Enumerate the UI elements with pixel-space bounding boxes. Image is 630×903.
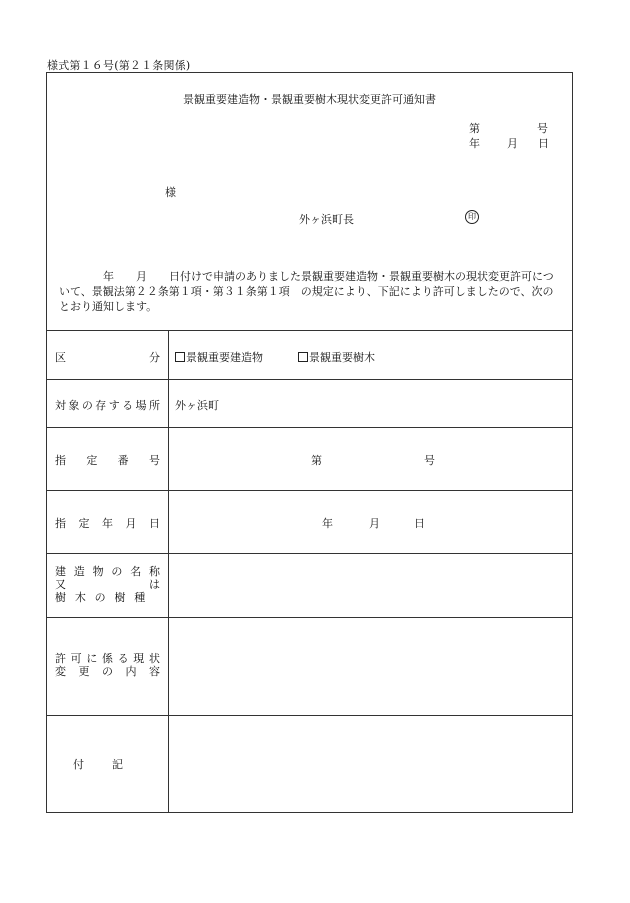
- checkbox-icon[interactable]: [298, 352, 308, 362]
- number-suffix: 号: [537, 122, 548, 135]
- change-label-line-1-char: 現: [133, 652, 145, 665]
- name-label: [55, 565, 160, 604]
- change-label-line-1-char: 許: [55, 652, 66, 665]
- location-label-char: の: [81, 399, 93, 412]
- notes-label-cell: [47, 716, 169, 812]
- number-prefix: 第: [469, 122, 480, 135]
- change-label-line-2-char: 変: [55, 665, 66, 678]
- change-label: [55, 652, 160, 678]
- designation-number-prefix: 第: [311, 454, 322, 467]
- notice-body: [59, 269, 567, 314]
- name-label-line-3-char: の: [94, 591, 106, 604]
- change-label-line-2: [55, 665, 160, 678]
- date-year: 年: [469, 137, 480, 150]
- change-label-line-2-char: の: [102, 665, 113, 678]
- row-change-content: [47, 617, 572, 715]
- document-title: 景観重要建造物・景観重要樹木現状変更許可通知書: [183, 93, 436, 106]
- name-label-line-1: [55, 565, 160, 578]
- name-label-line-1-char: 造: [73, 565, 85, 578]
- row-category: [47, 330, 572, 379]
- category-option-tree[interactable]: 景観重要樹木: [298, 349, 375, 365]
- location-label-char: 象: [68, 399, 80, 412]
- form-number-label: 様式第１６号(第２１条関係): [47, 59, 191, 72]
- designation-date-month: 月: [369, 517, 380, 530]
- change-label-cell: [47, 618, 169, 715]
- checkbox-icon[interactable]: [175, 352, 185, 362]
- designation-date-label: [55, 515, 160, 531]
- location-value: 外ヶ浜町: [175, 399, 219, 412]
- change-label-line-1-char: に: [86, 652, 98, 665]
- change-label-line-2-char: 更: [78, 665, 90, 678]
- location-value-cell: [168, 380, 572, 427]
- location-label: [55, 397, 160, 413]
- name-label-line-3-char: 樹: [55, 591, 66, 604]
- name-label-line-1-char: 建: [55, 565, 66, 578]
- addressee-honorific: 様: [165, 186, 176, 199]
- designation-number-label-char: 定: [86, 454, 98, 467]
- designation-date-label-char: 月: [125, 517, 137, 530]
- name-label-line-2: 又 は: [55, 578, 160, 591]
- designation-number-label-char: 指: [55, 454, 66, 467]
- designation-number-label-cell: [47, 428, 169, 490]
- designation-date-label-cell: [47, 491, 169, 553]
- change-label-line-1-char: 係: [101, 652, 113, 665]
- location-label-char: 場: [135, 399, 147, 412]
- designation-date-label-char: 日: [149, 517, 160, 530]
- location-label-char: 存: [95, 399, 107, 412]
- designation-date-label-char: 年: [102, 517, 113, 530]
- designation-date-year: 年: [322, 517, 333, 530]
- change-label-line-2-char: 容: [149, 665, 160, 678]
- body-line-1: 年 月 日付けで申請のありました景観重要建造物・景観重要樹木の現状変更許可につ: [59, 270, 554, 283]
- designation-date-day: 日: [414, 517, 425, 530]
- notes-label: 付 記: [73, 758, 123, 771]
- name-label-line-1-char: 称: [148, 565, 160, 578]
- change-value-cell: [168, 618, 572, 715]
- designation-number-label: [55, 452, 160, 468]
- location-label-char: す: [108, 399, 120, 412]
- body-line-2: いて、景観法第２２条第１項・第３１条第１項 の規定により、下記により許可しましたので、次の: [59, 285, 554, 298]
- location-label-char: 所: [148, 399, 160, 412]
- date-month: 月: [507, 137, 518, 150]
- name-label-line-3-char: 木: [74, 591, 86, 604]
- change-label-line-1-char: る: [117, 652, 129, 665]
- row-location: [47, 379, 572, 427]
- row-designation-date: [47, 490, 572, 553]
- category-label: 区 分: [55, 351, 160, 364]
- row-notes: [47, 715, 572, 812]
- change-label-line-1-char: 可: [70, 652, 82, 665]
- location-label-char: 対: [55, 399, 66, 412]
- category-value-cell: [168, 331, 572, 379]
- row-name: [47, 553, 572, 617]
- name-label-line-3: [55, 591, 145, 604]
- change-label-line-1: [55, 652, 160, 665]
- category-label-cell: [47, 331, 169, 379]
- category-option-building[interactable]: 景観重要建造物: [175, 349, 263, 365]
- name-label-line-3-char: 種: [134, 591, 146, 604]
- designation-number-label-char: 番: [117, 454, 129, 467]
- notice-form: [46, 72, 573, 813]
- issuer-name: 外ヶ浜町長: [299, 213, 354, 226]
- designation-date-label-char: 定: [78, 517, 90, 530]
- designation-number-label-char: 号: [148, 454, 160, 467]
- date-day: 日: [538, 137, 549, 150]
- name-label-line-1-char: の: [111, 565, 123, 578]
- designation-number-value-cell: [168, 428, 572, 490]
- location-label-char: る: [122, 399, 134, 412]
- name-label-line-1-char: 物: [92, 565, 104, 578]
- change-label-line-2-char: 内: [125, 665, 137, 678]
- body-line-3: とおり通知します。: [59, 300, 158, 313]
- location-label-cell: [47, 380, 169, 427]
- change-label-line-1-char: 状: [148, 652, 160, 665]
- designation-number-suffix: 号: [424, 454, 435, 467]
- row-designation-number: [47, 427, 572, 490]
- name-label-line-3-char: 樹: [114, 591, 126, 604]
- designation-date-value-cell: [168, 491, 572, 553]
- name-label-line-1-char: 名: [130, 565, 142, 578]
- name-label-cell: [47, 554, 169, 617]
- notes-value-cell: [168, 716, 572, 812]
- seal-mark: 印: [465, 210, 479, 224]
- name-value-cell: [168, 554, 572, 617]
- designation-date-label-char: 指: [55, 517, 66, 530]
